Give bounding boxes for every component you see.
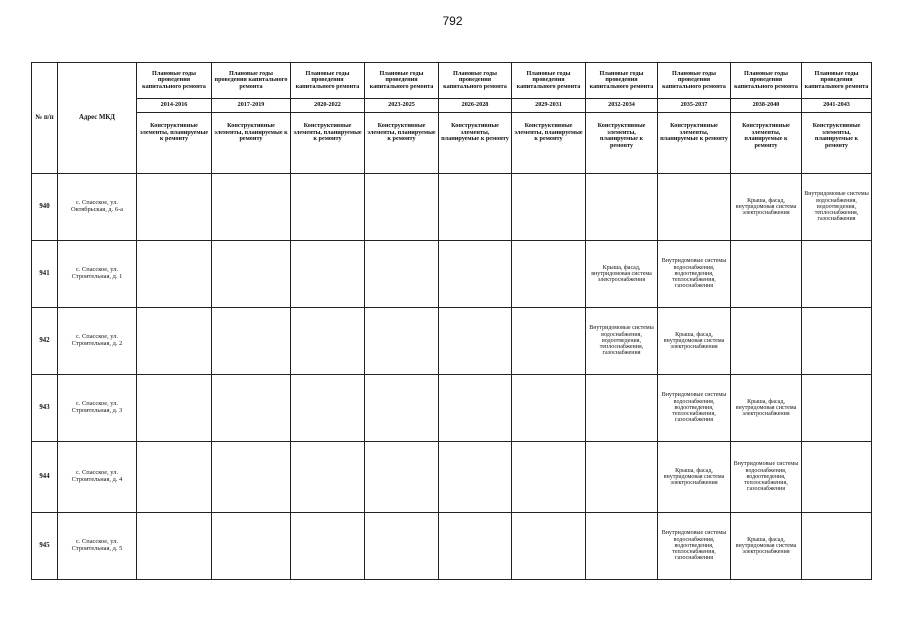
header-elements-8: Конструктивные элементы, планируемые к ремонту xyxy=(658,113,731,174)
capital-repair-table xyxy=(31,62,872,580)
header-elements-1: Конструктивные элементы, планируемые к ремонту xyxy=(137,113,212,174)
row-address: с. Спасское, ул. Строительная, д. 2 xyxy=(58,308,137,375)
row-cell: Крыша, фасад, внутридомовая система электроснабжения xyxy=(658,442,731,513)
row-num: 944 xyxy=(32,442,58,513)
row-cell xyxy=(439,442,512,513)
row-cell: Внутридомовые системы водоснабжения, водоотведения, теплоснабжения, газоснабжения xyxy=(731,442,802,513)
row-cell xyxy=(658,174,731,241)
row-cell: Внутридомовые системы водоснабжения, водоотведения, теплоснабжения, газоснабжения xyxy=(658,241,731,308)
row-address: с. Спасское, ул. Строительная, д. 5 xyxy=(58,513,137,580)
row-cell xyxy=(365,241,439,308)
row-cell xyxy=(291,174,365,241)
row-cell xyxy=(439,241,512,308)
row-cell xyxy=(512,241,586,308)
row-address: с. Спасское, ул. Строительная, д. 1 xyxy=(58,241,137,308)
header-plan-5: Плановые годы проведения капитального ремонта xyxy=(439,63,512,99)
row-num: 940 xyxy=(32,174,58,241)
header-elements-4: Конструктивные элементы, планируемые к ремонту xyxy=(365,113,439,174)
row-address: с. Спасское, ул. Октябрьская, д. 6-а xyxy=(58,174,137,241)
row-cell xyxy=(212,513,291,580)
row-cell xyxy=(291,241,365,308)
row-cell xyxy=(439,513,512,580)
header-elements-5: Конструктивные элементы, планируемые к ремонту xyxy=(439,113,512,174)
row-cell xyxy=(212,174,291,241)
row-cell xyxy=(802,241,872,308)
row-cell xyxy=(586,375,658,442)
row-cell xyxy=(586,513,658,580)
header-plan-1: Плановые годы проведения капитального ремонта xyxy=(137,63,212,99)
row-cell: Крыша, фасад, внутридомовая система электроснабжения xyxy=(586,241,658,308)
header-years-10: 2041-2043 xyxy=(802,99,872,113)
row-cell xyxy=(212,308,291,375)
header-address: Адрес МКД xyxy=(58,63,137,174)
row-num: 943 xyxy=(32,375,58,442)
header-years-3: 2020-2022 xyxy=(291,99,365,113)
header-plan-9: Плановые годы проведения капитального ремонта xyxy=(731,63,802,99)
row-cell: Крыша, фасад, внутридомовая система электроснабжения xyxy=(658,308,731,375)
row-cell xyxy=(212,442,291,513)
header-years-1: 2014-2016 xyxy=(137,99,212,113)
header-elements-10: Конструктивные элементы, планируемые к ремонту xyxy=(802,113,872,174)
row-cell xyxy=(439,375,512,442)
row-cell: Внутридомовые системы водоснабжения, водоотведения, теплоснабжения, газоснабжения xyxy=(658,513,731,580)
row-cell xyxy=(731,241,802,308)
row-cell xyxy=(365,513,439,580)
header-plan-3: Плановые годы проведения капитального ремонта xyxy=(291,63,365,99)
row-cell xyxy=(365,308,439,375)
row-cell xyxy=(365,375,439,442)
row-cell xyxy=(439,174,512,241)
row-cell xyxy=(365,174,439,241)
header-plan-10: Плановые годы проведения капитального ремонта xyxy=(802,63,872,99)
header-plan-2: Плановые годы проведения капитального ремонта xyxy=(212,63,291,99)
table-row xyxy=(32,174,872,241)
row-cell xyxy=(137,513,212,580)
header-plan-8: Плановые годы проведения капитального ремонта xyxy=(658,63,731,99)
row-cell xyxy=(137,308,212,375)
row-cell xyxy=(137,174,212,241)
table-row xyxy=(32,375,872,442)
row-cell xyxy=(586,442,658,513)
row-cell xyxy=(137,375,212,442)
header-plan-4: Плановые годы проведения капитального ремонта xyxy=(365,63,439,99)
row-cell xyxy=(586,174,658,241)
row-cell xyxy=(731,308,802,375)
header-elements-7: Конструктивные элементы, планируемые к ремонту xyxy=(586,113,658,174)
header-years-9: 2038-2040 xyxy=(731,99,802,113)
header-elements-6: Конструктивные элементы, планируемые к ремонту xyxy=(512,113,586,174)
header-years-7: 2032-2034 xyxy=(586,99,658,113)
row-cell xyxy=(512,174,586,241)
table-row xyxy=(32,241,872,308)
row-cell xyxy=(291,308,365,375)
row-cell xyxy=(512,442,586,513)
header-row-elements xyxy=(32,113,872,174)
table-row xyxy=(32,308,872,375)
header-plan-7: Плановые годы проведения капитального ремонта xyxy=(586,63,658,99)
header-row-years xyxy=(32,99,872,113)
row-cell xyxy=(802,442,872,513)
header-elements-9: Конструктивные элементы, планируемые к ремонту xyxy=(731,113,802,174)
row-cell xyxy=(512,308,586,375)
row-cell: Крыша, фасад, внутридомовая система электроснабжения xyxy=(731,375,802,442)
header-plan-6: Плановые годы проведения капитального ремонта xyxy=(512,63,586,99)
row-cell xyxy=(365,442,439,513)
table-row xyxy=(32,442,872,513)
row-num: 945 xyxy=(32,513,58,580)
header-years-5: 2026-2028 xyxy=(439,99,512,113)
row-cell xyxy=(212,375,291,442)
header-years-8: 2035-2037 xyxy=(658,99,731,113)
page-number: 792 xyxy=(442,14,463,28)
row-num: 941 xyxy=(32,241,58,308)
header-elements-3: Конструктивные элементы, планируемые к ремонту xyxy=(291,113,365,174)
row-address: с. Спасское, ул. Строительная, д. 3 xyxy=(58,375,137,442)
table-row xyxy=(32,513,872,580)
header-years-2: 2017-2019 xyxy=(212,99,291,113)
row-cell xyxy=(291,442,365,513)
row-cell xyxy=(212,241,291,308)
row-address: с. Спасское, ул. Строительная, д. 4 xyxy=(58,442,137,513)
row-cell xyxy=(802,375,872,442)
row-cell xyxy=(439,308,512,375)
header-row-plan xyxy=(32,63,872,99)
row-cell xyxy=(291,513,365,580)
row-cell xyxy=(137,442,212,513)
header-years-6: 2029-2031 xyxy=(512,99,586,113)
row-cell xyxy=(802,308,872,375)
row-cell xyxy=(291,375,365,442)
header-num: № п/п xyxy=(32,63,58,174)
row-cell: Крыша, фасад, внутридомовая система электроснабжения xyxy=(731,174,802,241)
row-cell xyxy=(137,241,212,308)
row-num: 942 xyxy=(32,308,58,375)
row-cell: Внутридомовые системы водоснабжения, водоотведения, теплоснабжения, газоснабжения xyxy=(802,174,872,241)
row-cell xyxy=(802,513,872,580)
row-cell xyxy=(512,513,586,580)
header-years-4: 2023-2025 xyxy=(365,99,439,113)
row-cell xyxy=(512,375,586,442)
row-cell: Внутридомовые системы водоснабжения, водоотведения, теплоснабжения, газоснабжения xyxy=(586,308,658,375)
row-cell: Крыша, фасад, внутридомовая система электроснабжения xyxy=(731,513,802,580)
header-elements-2: Конструктивные элементы, планируемые к ремонту xyxy=(212,113,291,174)
row-cell: Внутридомовые системы водоснабжения, водоотведения, теплоснабжения, газоснабжения xyxy=(658,375,731,442)
